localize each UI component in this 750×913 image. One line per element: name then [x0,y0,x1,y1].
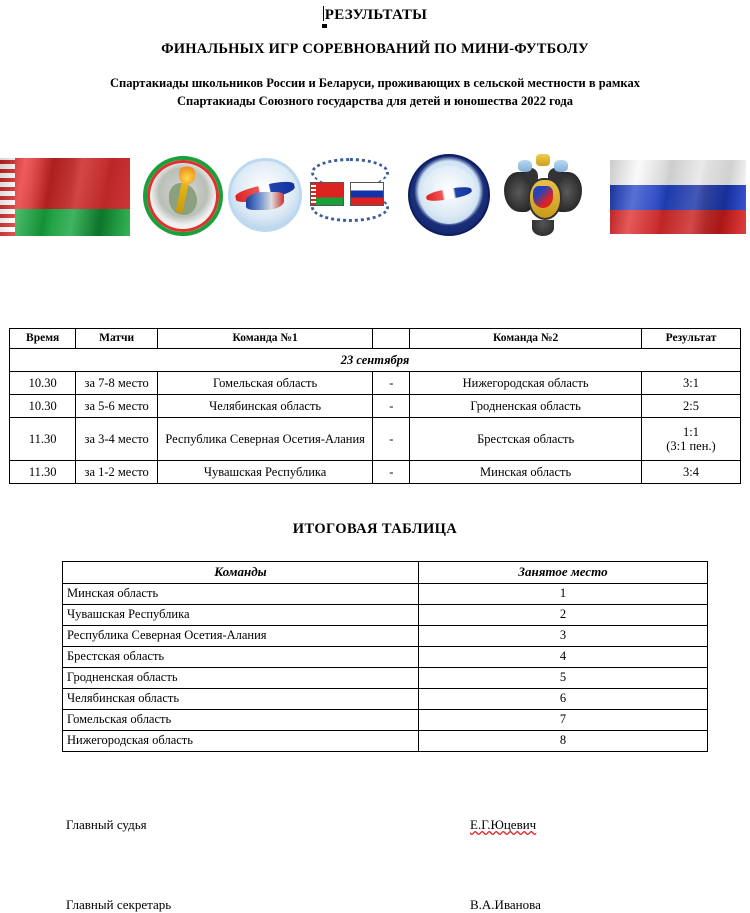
sport-emblem-light-icon [228,158,302,232]
matches-table-head [10,329,741,349]
match-time: 11.30 [10,461,76,484]
standings-place: 5 [419,668,708,689]
table-row [63,731,708,752]
russia-flag-icon [610,160,746,234]
match-team1: Чувашская Республика [157,461,372,484]
standings-team: Нижегородская область [63,731,419,752]
eagle-shield [533,186,553,208]
match-result [641,418,740,461]
matches-table-body [10,349,741,484]
eagle-tail [532,220,554,236]
match-team2: Минская область [410,461,642,484]
standings-title: ИТОГОВАЯ ТАБЛИЦА [292,521,458,537]
page-title [323,6,427,24]
matches-col-time: Время [10,329,76,349]
standings-col-place: Занятое место [419,562,708,584]
standings-team: Чувашская Республика [63,605,419,626]
signature-name-chief-secretary: В.А.Иванова [470,897,541,912]
spartakiad-flame-shape [179,164,195,184]
sport-emblem-dark-inner [420,166,478,224]
standings-team: Республика Северная Осетия-Алания [63,626,419,647]
match-result: 2:5 [641,395,740,418]
match-team1: Челябинская область [157,395,372,418]
matches-table [9,328,741,484]
spartakiad-emblem-icon [143,156,223,236]
signature-name-chief-judge: Е.Г.Юцевич [470,817,537,832]
match-team1: Республика Северная Осетия-Алания [157,418,372,461]
eagle-left-crown [518,160,532,172]
match-result: 3:4 [641,461,740,484]
match-dash: - [373,418,410,461]
table-row [10,461,741,484]
russian-eagle-emblem-icon [500,152,586,238]
matches-date-row [10,349,741,372]
standings-place: 2 [419,605,708,626]
standings-place: 6 [419,689,708,710]
match-team2: Гродненская область [410,395,642,418]
match-time: 10.30 [10,372,76,395]
match-label: за 1-2 место [76,461,158,484]
union-emblem-belarus-flag [310,182,344,206]
match-time: 10.30 [10,395,76,418]
match-dash: - [373,395,410,418]
union-state-emblem-icon [305,156,389,228]
belarus-flag-wave-shading [0,158,130,236]
table-row [63,584,708,605]
matches-table-container [9,328,741,484]
matches-col-match: Матчи [76,329,158,349]
table-row [63,668,708,689]
match-team2: Брестская область [410,418,642,461]
match-result-score: 1:1 [682,425,699,439]
standings-place: 7 [419,710,708,731]
standings-table-head [63,562,708,584]
sport-emblem-light-figures [246,192,284,210]
standings-team: Челябинская область [63,689,419,710]
table-row [63,689,708,710]
table-row [10,418,741,461]
match-label: за 5-6 место [76,395,158,418]
sport-emblem-dark-icon [408,154,490,236]
matches-col-team1: Команда №1 [157,329,372,349]
page-title-text: РЕЗУЛЬТАТЫ [324,7,428,23]
standings-team: Минская область [63,584,419,605]
union-emblem-russia-flag [350,182,384,206]
match-team2: Нижегородская область [410,372,642,395]
standings-team: Гродненская область [63,668,419,689]
standings-table [62,561,708,752]
standings-header-row [63,562,708,584]
match-dash: - [373,461,410,484]
matches-col-dash [373,329,410,349]
table-row [63,605,708,626]
document-header [0,0,750,110]
eagle-center-crown [536,154,550,166]
standings-table-container [62,561,708,752]
signature-role-chief-judge: Главный судья [66,817,147,832]
belarus-flag-icon [0,158,130,236]
text-caret [323,6,324,21]
matches-header-row [10,329,741,349]
page-description: Спартакиады школьников России и Беларуси, проживающих в сельской местности в рамках Спартакиады Союзного государства для детей и юношества 2022 года [110,76,640,109]
page-subtitle: ФИНАЛЬНЫХ ИГР СОРЕВНОВАНИЙ ПО МИНИ-ФУТБОЛУ [161,41,589,57]
match-label: за 7-8 место [76,372,158,395]
russia-flag-wave-shading [610,160,746,234]
match-result-penalties: (3:1 пен.) [666,439,716,453]
match-team1: Гомельская область [157,372,372,395]
table-row [63,626,708,647]
standings-place: 1 [419,584,708,605]
standings-col-team: Команды [63,562,419,584]
matches-col-result: Результат [641,329,740,349]
standings-place: 3 [419,626,708,647]
table-row [10,395,741,418]
table-row [10,372,741,395]
match-time: 11.30 [10,418,76,461]
standings-place: 8 [419,731,708,752]
standings-table-body [63,584,708,752]
matches-col-team2: Команда №2 [410,329,642,349]
match-result: 3:1 [641,372,740,395]
matches-date-label: 23 сентября [10,349,741,372]
standings-place: 4 [419,647,708,668]
match-label: за 3-4 место [76,418,158,461]
signature-role-chief-secretary: Главный секретарь [66,897,172,912]
logo-strip [0,148,750,248]
sport-emblem-dark-swoosh [425,185,472,203]
table-row [63,710,708,731]
eagle-right-crown [554,160,568,172]
standings-team: Брестская область [63,647,419,668]
table-row [63,647,708,668]
standings-team: Гомельская область [63,710,419,731]
match-dash: - [373,372,410,395]
